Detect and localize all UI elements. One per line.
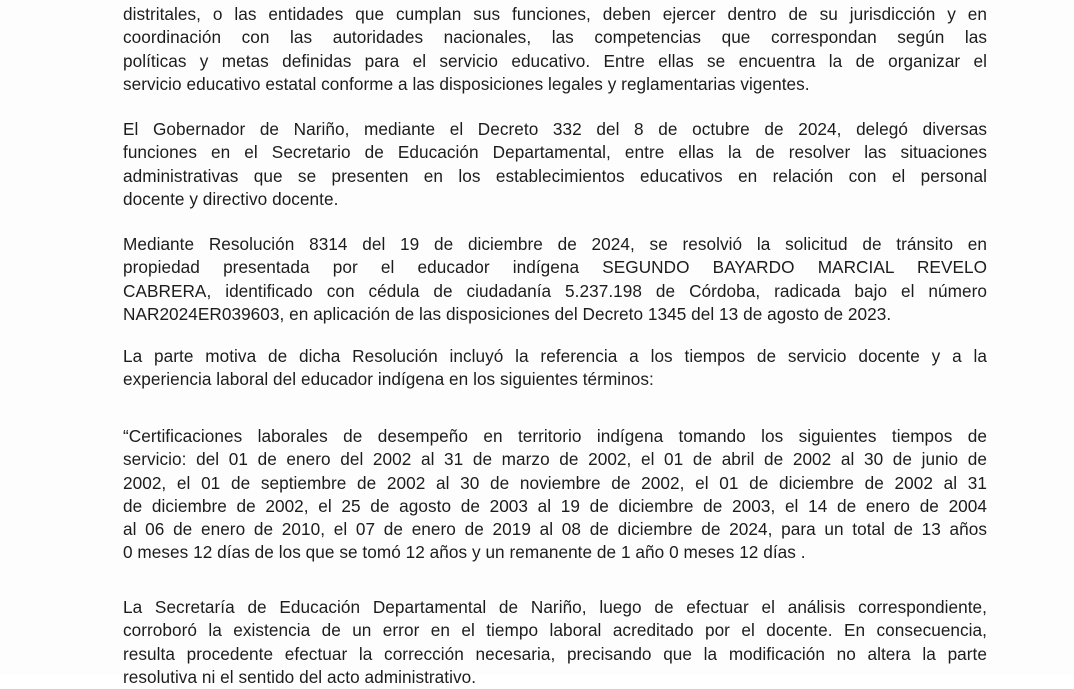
- text-line: administrativas que se presenten en los establecimientos educativos en relación con el personal: [123, 165, 987, 186]
- text-line: resolutiva ni el sentido del acto administrativo.: [123, 666, 477, 687]
- text-line: El Gobernador de Nariño, mediante el Decreto 332 del 8 de octubre de 2024, delegó diversas: [123, 119, 987, 139]
- text-line: coordinación con las autoridades nacionales, las competencias que correspondan según las: [123, 27, 987, 48]
- paragraph-correction: [123, 596, 987, 689]
- text-line: CABRERA, identificado con cédula de ciudadanía 5.237.198 de Córdoba, radicada bajo el número: [123, 280, 987, 301]
- text-line: corroboró la existencia de un error en el tiempo laboral acreditado por el docente. En consecuencia,: [123, 620, 987, 641]
- text-line: de diciembre de 2002, el 25 de agosto de 2003 al 19 de diciembre de 2003, el 14 de enero de 2004: [123, 495, 987, 516]
- text-line: La parte motiva de dicha Resolución incluyó la referencia a los tiempos de servicio docente y a la: [123, 346, 987, 366]
- text-line: NAR2024ER039603, en aplicación de las disposiciones del Decreto 1345 del 13 de agosto de 2023.: [123, 303, 892, 324]
- text-line: 2002, el 01 de septiembre de 2002 al 30 de noviembre de 2002, el 01 de diciembre de 2002 al 31: [123, 472, 987, 493]
- text-line: “Certificaciones laborales de desempeño en territorio indígena tomando los siguientes tiempos de: [123, 426, 987, 446]
- text-line: al 06 de enero de 2010, el 07 de enero de 2019 al 08 de diciembre de 2024, para un total de 13 años: [123, 519, 987, 540]
- text-line: servicio: del 01 de enero del 2002 al 31 de marzo de 2002, el 01 de abril de 2002 al 30 de junio de: [123, 449, 987, 470]
- text-line: experiencia laboral del educador indígena en los siguientes términos:: [123, 369, 654, 390]
- text-line: resulta procedente efectuar la corrección necesaria, precisando que la modificación no altera la parte: [123, 643, 987, 664]
- paragraph-quoted-certifications: [123, 425, 987, 565]
- text-line: funciones en el Secretario de Educación Departamental, entre ellas la de resolver las situaciones: [123, 142, 987, 163]
- text-line: políticas y metas definidas para el servicio educativo. Entre ellas se encuentra la de organizar el: [123, 50, 987, 71]
- text-line: La Secretaría de Educación Departamental de Nariño, luego de efectuar el análisis correspondiente,: [123, 597, 987, 617]
- text-line: distritales, o las entidades que cumplan sus funciones, deben ejercer dentro de su jurisdicción y en: [123, 4, 987, 24]
- text-line: Mediante Resolución 8314 del 19 de diciembre de 2024, se resolvió la solicitud de tránsito en: [123, 234, 987, 254]
- text-line: propiedad presentada por el educador indígena SEGUNDO BAYARDO MARCIAL REVELO: [123, 257, 987, 278]
- paragraph-decree-delegation: [123, 118, 987, 211]
- text-line: docente y directivo docente.: [123, 188, 339, 209]
- paragraph-resolution-8314: [123, 233, 987, 326]
- text-line: servicio educativo estatal conforme a las disposiciones legales y reglamentarias vigentes.: [123, 73, 810, 94]
- paragraph-jurisdiction: [123, 3, 987, 96]
- paragraph-motive-part: [123, 345, 987, 392]
- text-line: 0 meses 12 días de los que se tomó 12 años y un remanente de 1 año 0 meses 12 días .: [123, 542, 806, 563]
